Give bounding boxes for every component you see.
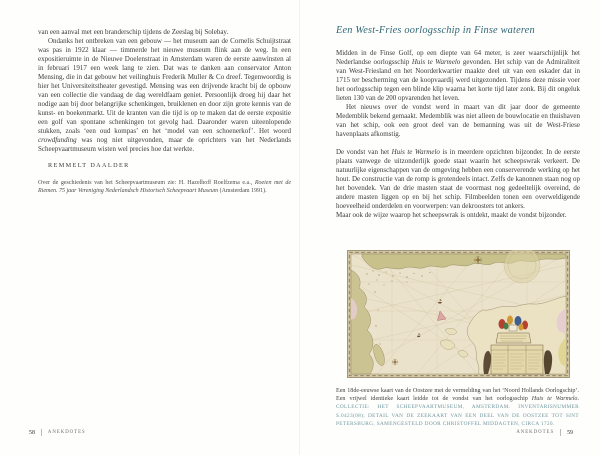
page-gutter (299, 0, 300, 455)
baltic-sea-chart-image (347, 250, 570, 378)
left-page-text (38, 28, 291, 201)
footer-divider (560, 429, 561, 436)
author-name: REMMELT DAALDER (48, 162, 130, 169)
left-page-footer (29, 429, 86, 436)
right-page-footer (516, 429, 573, 436)
image-caption: Een 18de-eeuwse kaart van de Oostzee met de vermelding van het ‘Noord Hollands Oorlogschip’. Een vrijwel identieke kaart leidde tot de vondst van het oorlogsschip Huis te Warmelo. COLLECTIE: HET SCHEEPVAARTMUSEUM, AMSTERDAM. INVENTARISNUMMER S.0423(08); DETAIL VAN DE ZEEKAART VAN EEN DEEL VAN DE OOSTZEE TOT SINT PETERSBURG, SAMENGESTELD DOOR CHRISTOFFEL MIDDAGTEN, CIRCA 1720. (336, 388, 579, 427)
decorative-circle (504, 250, 540, 283)
section-label: ANEKDOTES (516, 430, 555, 435)
page-number: 59 (567, 429, 573, 436)
body-paragraph: Maar ook de wijze waarop het scheepswrak is ontdekt, maakt de vondst bijzonder. (336, 211, 567, 219)
article-heading: Een West-Fries oorlogsschip in Finse wateren (336, 25, 535, 36)
body-paragraph: De vondst van het Huis te Warmelo is in meerdere opzichten bijzonder. In de eerste plaats vanwege de uitzonderlijk goede staat waarin het scheepswrak verkeert. De natuurlijke eigenschappen van de omgeving hebben een conserverende werking op het hout. De constructie van de romp is grotendeels intact. Zelfs de kanonnen staan nog op het bovendek. Van de drie masten staat de voormast nog gedeeltelijk overeind, de andere masten liggen op en bij het schip. Filmbeelden tonen een overweldigende hoeveelheid onderdelen en voorwerpen: van dekroosters tot ankers. (336, 148, 580, 210)
footnote: Over de geschiedenis van het Scheepvaartmuseum zie: H. Hazelhoff Roelfzema e.a., Roeien met de Riemen. 75 jaar Vereniging Nederlandsch Historisch Scheepvaart Museum (Amsterdam 1991). (38, 180, 292, 194)
right-page-text (336, 49, 580, 220)
footer-divider (41, 429, 42, 436)
body-paragraph: Ondanks het ontbreken van een gebouw — het museum aan de Cornelis Schuijtstraat was pas in 1922 klaar — timmerde het nieuwe museum flink aan de weg. In een expositieruimte in de Nieuwe Doelenstraat in Amsterdam waren de eerste aanwinsten al in februari 1917 een week lang te zien. Dat was te danken aan conservator Anton Mensing, die in dat gebouw het veilinghuis Frederik Muller & Co dreef. Tegenwoordig is hier het Universiteitstheater gevestigd. Mensing was een drijvende kracht bij de opbouw van een collectie die vandaag de dag wereldfaam geniet. Persoonlijk droeg hij daar het nodige aan bij door belangrijke schenkingen, bruiklenen en door zijn grote kennis van de kunst- en boekenmarkt. Uit de kranten van die tijd is op te maken dat de eerste expositie een golf van spontane schenkingen tot gevolg had. Daaronder waren uiteenlopende stukken, zoals ‘een oud kompas’ en het ‘model van een schoenerkof’. Het woord crowdfunding was nog niet uitgevonden, maar de oprichters van het Nederlands Scheepvaartmuseum wisten wel precies hoe dat werkte. (38, 37, 291, 153)
section-label: ANEKDOTES (47, 430, 86, 435)
body-paragraph: van een aanval met een branderschip tijdens de Zeeslag bij Solebay. (38, 28, 229, 36)
body-paragraph: Het nieuws over de vondst werd in maart van dit jaar door de gemeente Medemblik bekend gemaakt. Medemblik was niet alleen de bouwlocatie en thuishaven van het schip, ook een groot deel van de bemanning was uit de West-Friese havenplaats afkomstig. (336, 103, 580, 138)
page-number: 58 (29, 429, 35, 436)
body-paragraph: Midden in de Finse Golf, op een diepte van 64 meter, is zeer waarschijnlijk het Nederlandse oorlogsschip Huis te Warmelo gevonden. Het schip van de Admiraliteit van West-Friesland en het Noorderkwartier maakte deel uit van een eskader dat in 1715 ter bescherming van de koopvaardij werd uitgezonden. Tijdens deze missie voer het oorlogsschip tegen een blinde klip waarna het korte tijd later zonk. Bij dit ongeluk lieten 130 van de 200 opvarenden het leven. (336, 49, 580, 102)
map-svg (347, 250, 570, 378)
